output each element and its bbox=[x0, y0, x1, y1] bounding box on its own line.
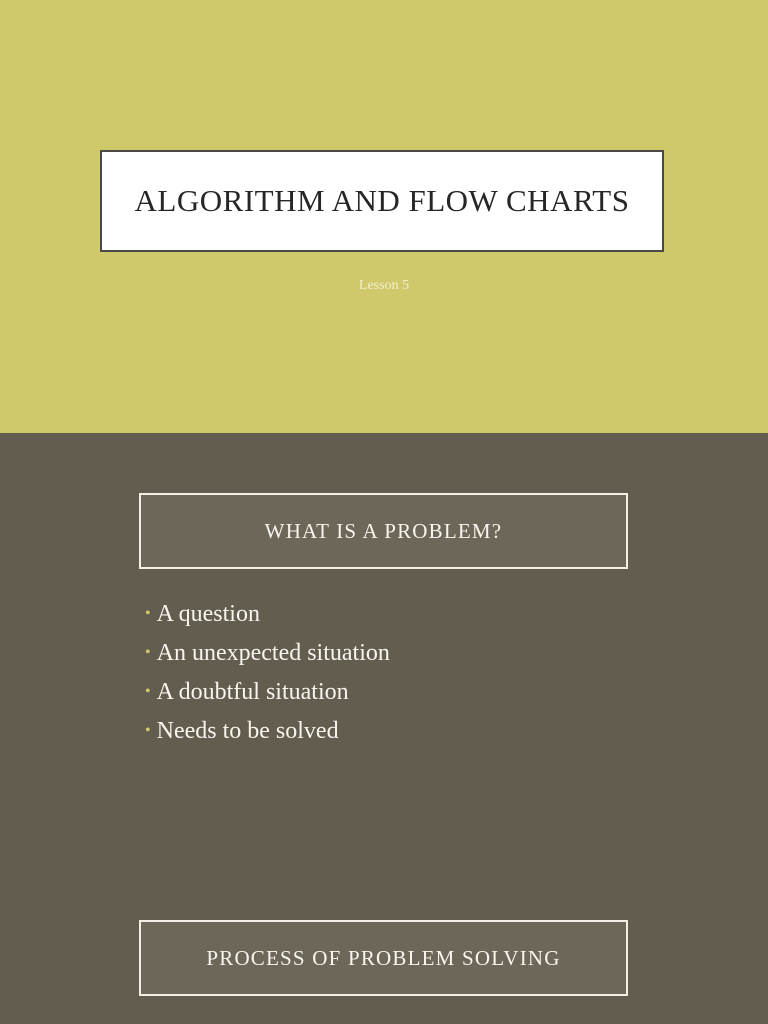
bullet-icon: • bbox=[145, 605, 151, 622]
list-item-text: A question bbox=[156, 601, 260, 627]
list-item bbox=[145, 718, 390, 757]
list-item bbox=[145, 640, 390, 679]
bullet-icon: • bbox=[145, 644, 151, 661]
list-item-text: A doubtful situation bbox=[156, 679, 349, 705]
heading-box-problem bbox=[139, 493, 628, 569]
heading-process-of-problem-solving: PROCESS OF PROBLEM SOLVING bbox=[206, 945, 561, 970]
content-slide[interactable] bbox=[0, 433, 768, 1024]
heading-box-process bbox=[139, 920, 628, 996]
list-item bbox=[145, 679, 390, 718]
bullet-icon: • bbox=[145, 722, 151, 739]
title-slide[interactable] bbox=[0, 0, 768, 433]
list-item bbox=[145, 601, 390, 640]
heading-what-is-a-problem: WHAT IS A PROBLEM? bbox=[264, 518, 503, 543]
title-box bbox=[100, 150, 664, 252]
slide-title: ALGORITHM AND FLOW CHARTS bbox=[134, 183, 630, 218]
list-item-text: An unexpected situation bbox=[156, 640, 390, 666]
slide-subtitle: Lesson 5 bbox=[358, 278, 410, 293]
bullet-list bbox=[145, 601, 390, 757]
bullet-icon: • bbox=[145, 683, 151, 700]
list-item-text: Needs to be solved bbox=[156, 718, 339, 744]
